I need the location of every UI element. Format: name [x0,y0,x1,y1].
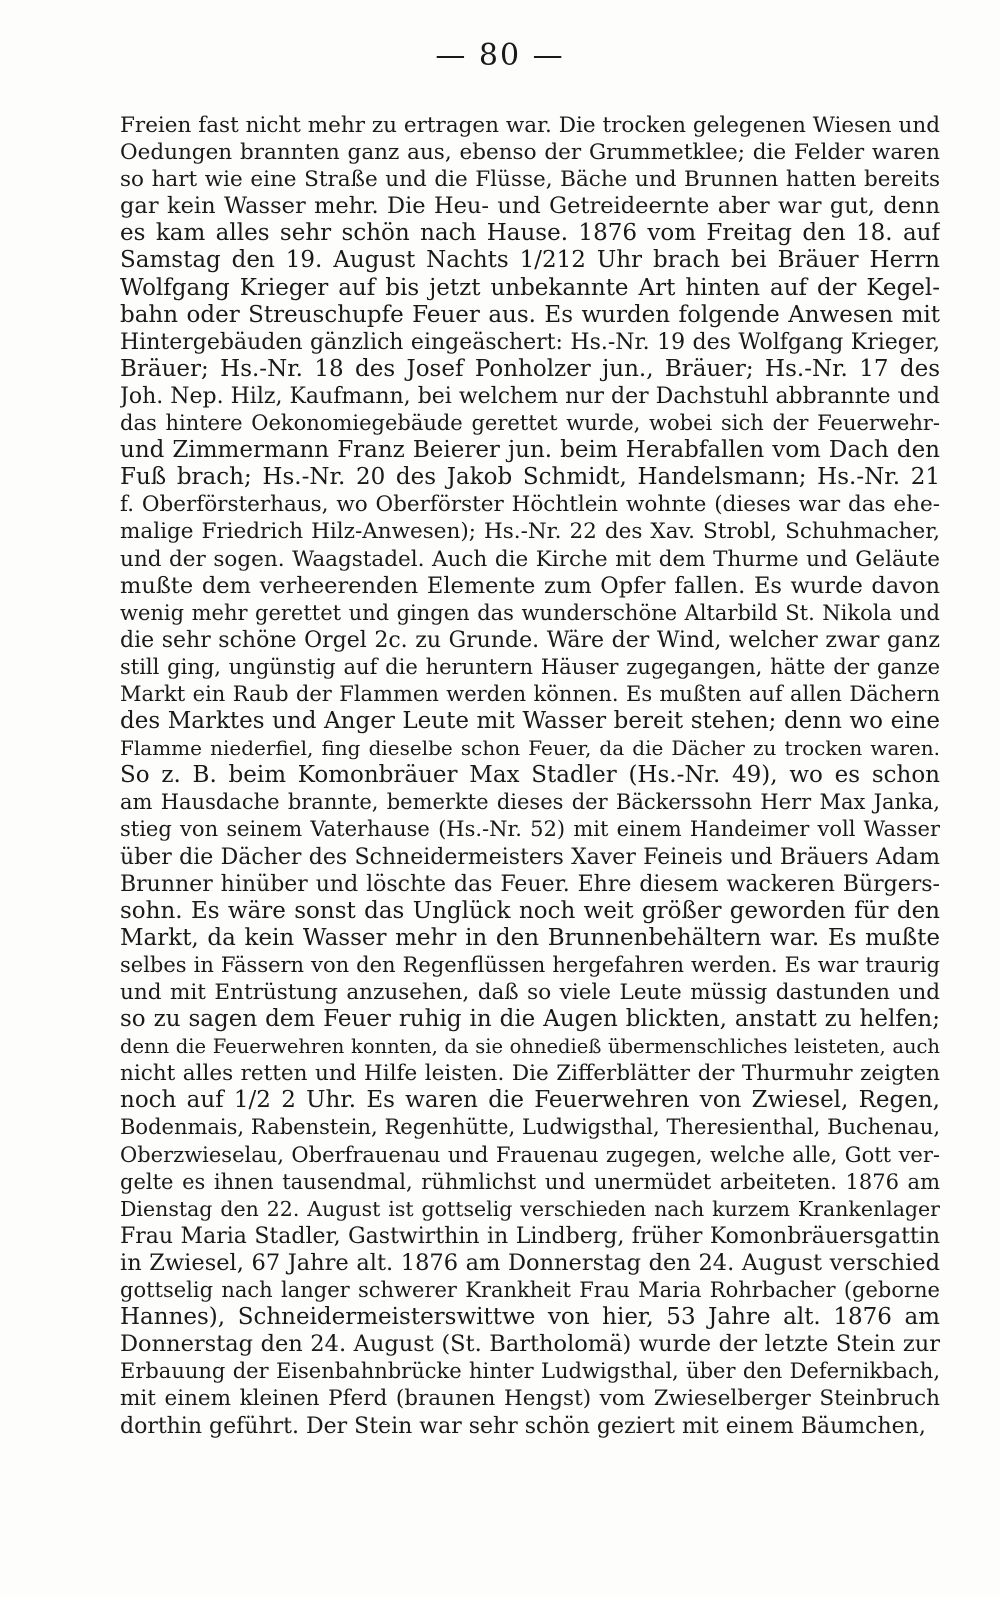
text-line: Oedungen brannten ganz aus, ebenso der Grummetklee; die Felder waren [120,140,940,166]
text-line: Joh. Nep. Hilz, Kaufmann, bei welchem nur der Dachstuhl abbrannte und [120,383,940,409]
text-line: bahn oder Streuschupfe Feuer aus. Es wurden folgende Anwesen mit [120,301,940,328]
text-line: selbes in Fässern von den Regenflüssen hergefahren werden. Es war traurig [120,952,940,977]
text-line: Freien fast nicht mehr zu ertragen war. Die trocken gelegenen Wiesen und [120,113,940,138]
page-number: — 80 — [435,38,565,73]
text-line: Erbauung der Eisenbahnbrücke hinter Ludwigsthal, über den Defernikbach, [120,1359,940,1384]
text-line: die sehr schöne Orgel 2c. zu Grunde. Wäre der Wind, welcher zwar ganz [120,627,940,653]
text-line: Wolfgang Krieger auf bis jetzt unbekannte Art hinten auf der Kegel- [120,274,940,301]
text-line: so hart wie eine Straße und die Flüsse, Bäche und Brunnen hatten bereits [120,167,940,193]
text-line: Hintergebäuden gänzlich eingeäschert: Hs.-Nr. 19 des Wolfgang Krieger, [120,329,940,355]
text-line: Oberzwieselau, Oberfrauenau und Frauenau zugegen, welche alle, Gott ver- [120,1142,940,1167]
text-line: nicht alles retten und Hilfe leisten. Die Zifferblätter der Thurmuhr zeigten [120,1061,940,1087]
text-line: Brunner hinüber und löschte das Feuer. Ehre diesem wackeren Bürgers- [120,871,940,897]
text-line: Flamme niederfiel, fing dieselbe schon Feuer, da die Dächer zu trocken waren. [120,736,940,761]
text-line: Bodenmais, Rabenstein, Regenhütte, Ludwigsthal, Theresienthal, Buchenau, [120,1115,940,1140]
text-line: Dienstag den 22. August ist gottselig verschieden nach kurzem Krankenlager [120,1196,940,1221]
text-line: so zu sagen dem Feuer ruhig in die Augen blickten, anstatt zu helfen; [120,1006,940,1033]
text-line: still ging, ungünstig auf die heruntern Häuser zugegangen, hätte der ganze [120,654,940,679]
text-line: Bräuer; Hs.-Nr. 18 des Josef Ponholzer jun., Bräuer; Hs.-Nr. 17 des [120,355,940,382]
text-line: in Zwiesel, 67 Jahre alt. 1876 am Donnerstag den 24. August verschied [120,1249,940,1276]
text-line: des Marktes und Anger Leute mit Wasser bereit stehen; denn wo eine [120,708,940,735]
text-line: und mit Entrüstung anzusehen, daß so viele Leute müssig dastunden und [120,980,940,1005]
text-line: Fuß brach; Hs.-Nr. 20 des Jakob Schmidt, Handelsmann; Hs.-Nr. 21 [120,464,940,491]
text-line: gar kein Wasser mehr. Die Heu- und Getreideernte aber war gut, denn [120,193,940,220]
text-line: wenig mehr gerettet und gingen das wunderschöne Altarbild St. Nikola und [120,600,940,625]
text-line: und der sogen. Waagstadel. Auch die Kirche mit dem Thurme und Geläute [120,546,940,572]
text-line: malige Friedrich Hilz-Anwesen); Hs.-Nr. 22 des Xav. Strobl, Schuhmacher, [120,519,940,545]
text-line: f. Oberförsterhaus, wo Oberförster Höchtlein wohnte (dieses war das ehe- [120,492,940,518]
text-line: mußte dem verheerenden Elemente zum Opfer fallen. Es wurde davon [120,572,940,599]
text-line: noch auf 1/2 2 Uhr. Es waren die Feuerwehren von Zwiesel, Regen, [120,1087,940,1114]
text-line: sohn. Es wäre sonst das Unglück noch weit größer geworden für den [120,897,940,924]
text-line: das hintere Oekonomiegebäude gerettet wurde, wobei sich der Feuerwehr- [120,411,940,436]
text-line: Hannes), Schneidermeisterswittwe von hier, 53 Jahre alt. 1876 am [120,1304,940,1331]
text-line: Samstag den 19. August Nachts 1/212 Uhr brach bei Bräuer Herrn [120,247,940,274]
text-line: Frau Maria Stadler, Gastwirthin in Lindberg, früher Komonbräuersgattin [120,1223,940,1249]
text-line: Markt ein Raub der Flammen werden können. Es mußten auf allen Dächern [120,681,940,706]
text-line: am Hausdache brannte, bemerkte dieses der Bäckerssohn Herr Max Janka, [120,790,940,815]
text-line: dorthin geführt. Der Stein war sehr schön geziert mit einem Bäumchen, [120,1413,926,1439]
text-line: gelte es ihnen tausendmal, rühmlichst und unermüdet arbeiteten. 1876 am [120,1169,940,1194]
text-line: Markt, da kein Wasser mehr in den Brunnenbehältern war. Es mußte [120,924,940,951]
text-line: stieg von seinem Vaterhause (Hs.-Nr. 52) mit einem Handeimer voll Wasser [120,817,940,842]
text-line: gottselig nach langer schwerer Krankheit Frau Maria Rohrbacher (geborne [120,1278,940,1303]
text-line: und Zimmermann Franz Beierer jun. beim Herabfallen vom Dach den [120,437,940,464]
body-text [120,112,940,1440]
text-line: es kam alles sehr schön nach Hause. 1876 vom Freitag den 18. auf [120,220,940,247]
text-line: über die Dächer des Schneidermeisters Xaver Feineis und Bräuers Adam [120,844,940,870]
text-line: denn die Feuerwehren konnten, da sie ohnedieß übermenschliches leisteten, auch [120,1035,940,1059]
text-line: So z. B. beim Komonbräuer Max Stadler (Hs.-Nr. 49), wo es schon [120,762,940,789]
text-line: mit einem kleinen Pferd (braunen Hengst) vom Zwieselberger Steinbruch [120,1386,940,1412]
text-line: Donnerstag den 24. August (St. Bartholomä) wurde der letzte Stein zur [120,1331,940,1358]
